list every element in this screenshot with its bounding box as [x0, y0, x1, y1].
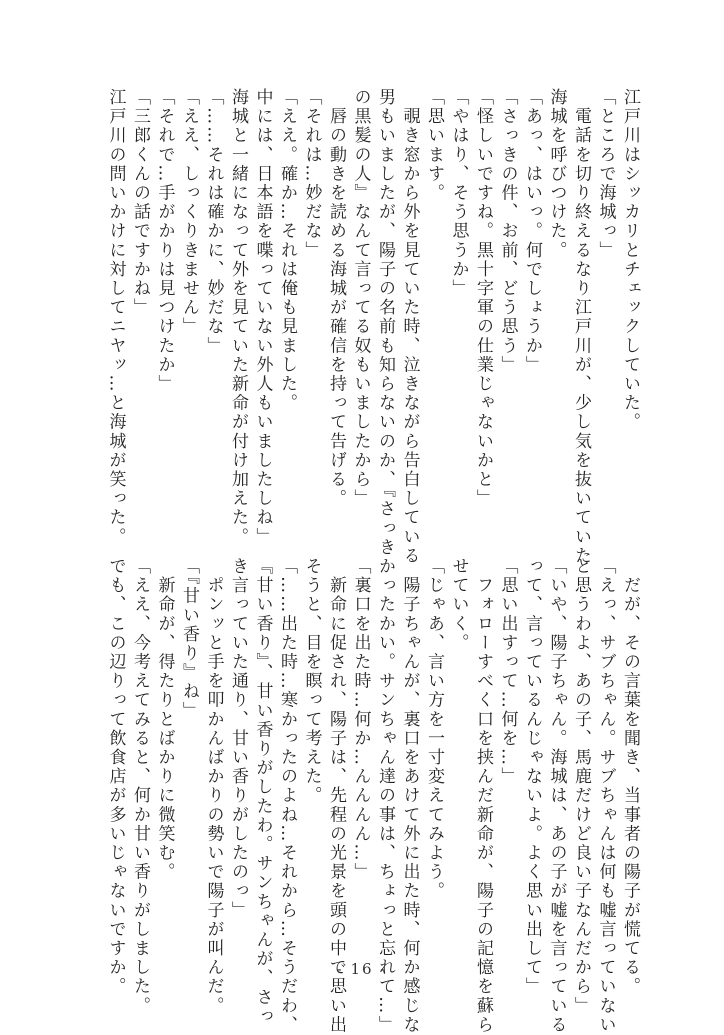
text-column: ポンッと手を叩かんばかりの勢いで陽子が叫んだ。: [203, 557, 224, 1016]
text-column: でも、この辺りって飲食店が多いじゃないですか。: [105, 557, 126, 997]
text-column: 「思い出すって…何を…」: [497, 557, 518, 787]
text-column: 「ええ、しっくりきません」: [179, 88, 199, 337]
text-column: 「じゃあ、言い方を一寸変えてみよう。: [424, 557, 444, 901]
text-column: 海城を呼びつけた。: [546, 88, 567, 260]
text-column: と思うわよ、あの子、馬鹿だけど良い子なんだから」: [571, 557, 591, 1016]
text-column: 男もいましたが、陽子の名前も知らないのか、『さっき: [375, 88, 395, 557]
text-column: せていく。: [448, 557, 469, 653]
text-column: そうと、目を瞑って考えた。: [301, 557, 322, 806]
text-column: 「いや、陽子ちゃん。海城は、あの子が嘘を言っている: [546, 557, 567, 1035]
text-column: 『甘い香り』、甘い香りがしたわ。サンちゃんが、さっ: [252, 557, 273, 1026]
text-column: 海城と一緒になって外を見ていた新命が付け加えた。: [228, 88, 248, 547]
text-column: って、言っているんじゃないよ。よく思い出して」: [522, 557, 542, 997]
text-column: 「……それは確かに、妙だな」: [203, 88, 224, 356]
text-column: 「ところで海城っ」: [595, 88, 616, 260]
text-column: 「怪しいですね。黒十字軍の仕業じゃないかと」: [473, 88, 493, 509]
text-column: フォローすべく口を挟んだ新命が、陽子の記憶を蘇ら: [473, 557, 493, 1035]
text-column: 「三郎くんの話ですかね」: [130, 88, 150, 318]
text-column: 江戸川はシッカリとチェックしていた。: [620, 88, 640, 432]
text-column: 新命が、得たりとばかりに微笑む。: [154, 557, 175, 882]
text-column: 「さっきの件、お前、どう思う」: [497, 88, 518, 375]
text-column: の黒髪の人』なんて言ってる奴もいましたから」: [350, 88, 371, 509]
text-column: 電話を切り終えるなり江戸川が、少し気を抜いていた: [571, 88, 591, 566]
text-column: 「それで…手がかりは見つけたか」: [154, 88, 175, 394]
text-column: き言っていた通り、甘い香りがしたのっ」: [228, 557, 248, 920]
text-column: 「やはり、そう思うか」: [448, 88, 469, 299]
text-column: 中には、日本語を喋っていない外人もいましたしね」: [252, 88, 273, 547]
text-column: 唇の動きを読める海城が確信を持って告げる。: [326, 88, 346, 509]
text-column: 「裏口を出た時…何か…んんんん…」: [350, 557, 371, 882]
text-column: 覗き窓から外を見ていた時、泣きながら告白している: [399, 88, 420, 566]
text-column: 「ええ。確か…それは俺も見ました。: [277, 88, 297, 413]
page-number: - 16 -: [336, 960, 388, 978]
text-column: だが、その言葉を聞き、当事者の陽子が慌てる。: [620, 557, 640, 997]
text-column: 「思います。: [424, 88, 444, 203]
text-column: 「えっ、サブちゃん。サブちゃんは何も嘘言っていない: [595, 557, 616, 1035]
text-column: 「……出た時…寒かったのよね…それから…そうだわ、: [277, 557, 297, 1035]
text-column: 「あっ、はいっ。何でしょうか」: [522, 88, 542, 375]
upper-text-block: [103, 88, 642, 566]
text-column: 「ええ、今考えてみると、何か甘い香りがしました。: [130, 557, 150, 1016]
text-column: 「『甘い香り』ね」: [179, 557, 199, 721]
text-column: 江戸川の問いかけに対してニヤッ…と海城が笑った。: [105, 88, 126, 547]
text-column: 陽子ちゃんが、裏口をあけて外に出た時、何か感じな: [399, 557, 420, 1035]
text-column: かったかい。サンちゃん達の事は、ちょっと忘れて…」: [375, 557, 395, 1035]
text-column: 新命に促され、陽子は、先程の光景を頭の中で思い出: [326, 557, 346, 1035]
text-column: 「それは…妙だな」: [301, 88, 322, 260]
